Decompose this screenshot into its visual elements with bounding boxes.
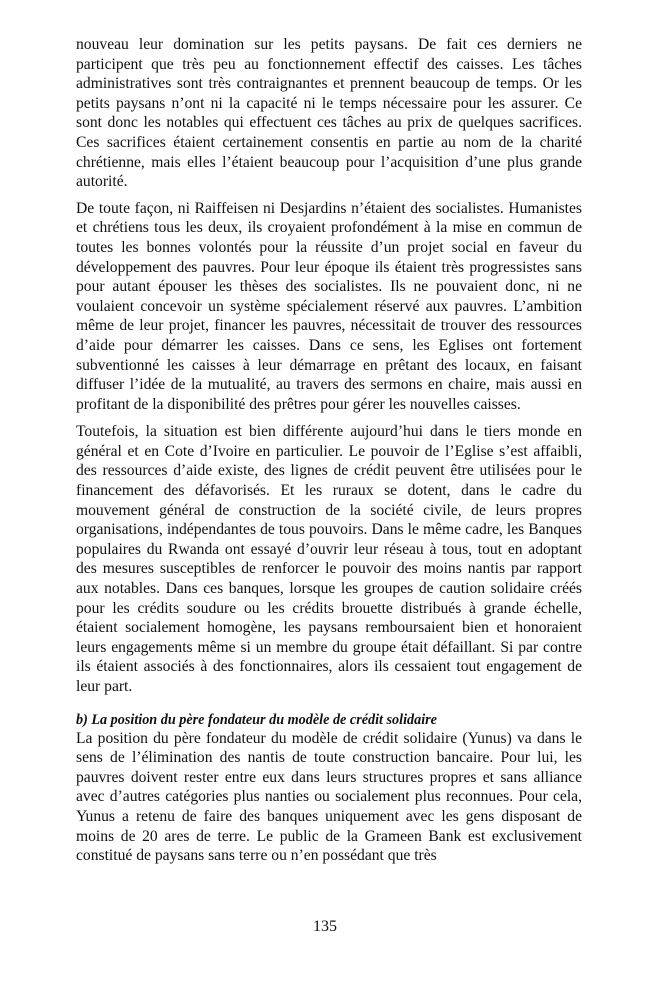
paragraph-raiffeisen-desjardins: De toute façon, ni Raiffeisen ni Desjardins n’étaient des socialistes. Humanistes et chrétiens tous les deux, ils croyaient profondément à la mise en commun de toutes les bonnes volontés pour la réussite d’un projet social en faveur du développement des pauvres. Pour leur époque ils étaient très progressistes sans pour autant épouser les thèses des socialistes. Ils ne pouvaient donc, ni ne voulaient concevoir un système spécialement réservé aux pauvres. L’ambition même de leur projet, financer les pauvres, nécessitait de trouver des ressources d’aide pour démarrer les caisses. Dans ce sens, les Eglises ont fortement subventionné les caisses à leur démarrage en prêtant des locaux, en faisant diffuser l’idée de la mutualité, au travers des sermons en chaire, mais aussi en profitant de la disponibilité des prêtres pour gérer les nouvelles caisses.: [76, 199, 582, 413]
page-number: 135: [313, 918, 337, 935]
paragraph-tiers-monde: Toutefois, la situation est bien différente aujourd’hui dans le tiers monde en général et en Cote d’Ivoire en particulier. Le pouvoir de l’Eglise s’est affaibli, des ressources d’aide existe, des lignes de crédit peuvent être utilisées pour le financement des défavorisés. Et les ruraux se dotent, dans le cadre du mouvement général de construction de la société civile, de leurs propres organisations, indépendantes de tous pouvoirs. Dans le même cadre, les Banques populaires du Rwanda ont essayé d’ouvrir leur réseau à tous, tout en adoptant des mesures susceptibles de renforcer le pouvoir des moins nantis par rapport aux notables. Dans ces banques, lorsque les groupes de caution solidaire créés pour les crédits soudure ou les crédits brouette distribués à grande échelle, étaient socialement homogène, les paysans remboursaient bien et honoraient leurs engagements même si un membre du groupe était défaillant. Si par contre ils étaient associés à des fonctionnaires, alors ils cessaient tout engagement de leur part.: [76, 423, 582, 695]
paragraph-notables: nouveau leur domination sur les petits paysans. De fait ces derniers ne participent que très peu au fonctionnement effectif des caisses. Les tâches administratives sont très contraignantes et prennent beaucoup de temps. Or les petits paysans n’ont ni la capacité ni le temps nécessaire pour les assurer. Ce sont donc les notables qui effectuent ces tâches au prix de quelques sacrifices. Ces sacrifices étaient certainement consentis en partie au nom de la charité chrétienne, mais elles l’étaient beaucoup pour l’acquisition d’une plus grande autorité.: [76, 36, 582, 191]
page-body: [76, 35, 582, 874]
section-heading: b) La position du père fondateur du modèle de crédit solidaire: [76, 711, 437, 728]
paragraph-yunus: La position du père fondateur du modèle de crédit solidaire (Yunus) va dans le sens de l’élimination des nantis de toute construction bancaire. Pour lui, les pauvres doivent rester entre eux dans leurs structures propres et sans alliance avec d’autres catégories plus nanties ou socialement plus reconnues. Pour cela, Yunus a retenu de faire des banques uniquement avec les gens disposant de moins de 20 ares de terre. Le public de la Grameen Bank est exclusivement constitué de paysans sans terre ou n’en possédant que très: [76, 729, 582, 865]
